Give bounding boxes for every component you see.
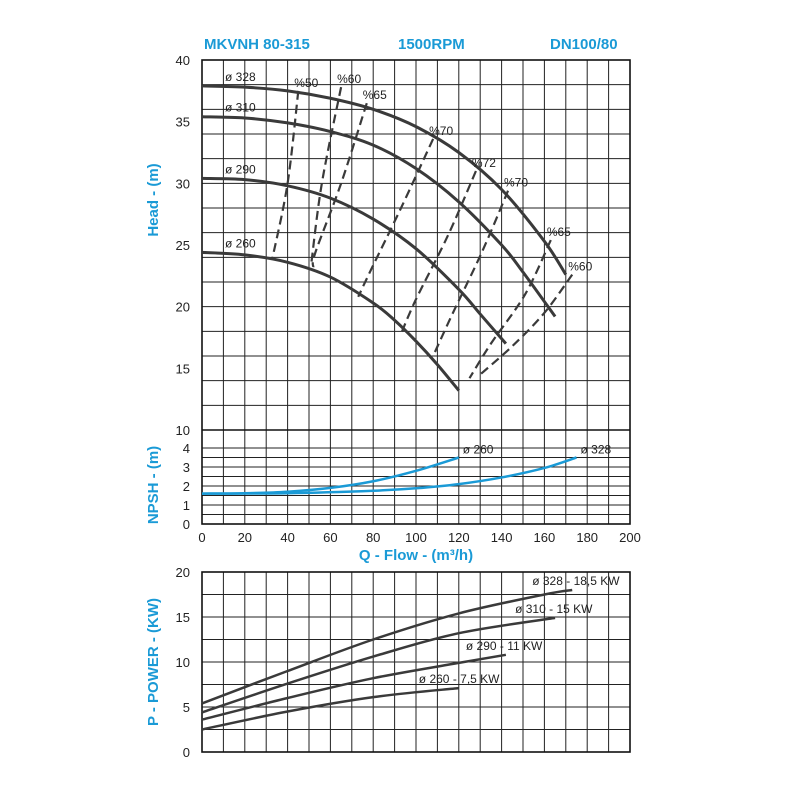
flow-tick-label: 160 (533, 530, 556, 545)
head-curve-1 (202, 117, 555, 317)
dn-title: DN100/80 (550, 36, 618, 53)
flow-tick-label: 200 (619, 530, 641, 545)
head-curve-label: ø 260 (225, 236, 256, 251)
head-tick-label: 15 (175, 361, 190, 377)
flow-tick-label: 100 (405, 530, 427, 545)
power-tick-label: 5 (182, 700, 190, 715)
npsh-tick-label: 3 (182, 460, 190, 475)
efficiency-label: %60 (337, 72, 362, 87)
efficiency-label: %70 (504, 175, 529, 190)
head-tick-label: 25 (175, 238, 190, 253)
efficiency-label: %60 (568, 259, 593, 274)
npsh-tick-label: 0 (182, 517, 190, 532)
power-tick-label: 15 (175, 610, 190, 625)
efficiency-label: %50 (294, 75, 319, 90)
efficiency-line-4 (401, 171, 476, 334)
efficiency-label: %65 (546, 225, 571, 240)
efficiency-label: %70 (429, 123, 454, 138)
npsh-curve-label: ø 328 (580, 442, 612, 457)
efficiency-line-7 (480, 275, 572, 375)
power-tick-label: 10 (175, 655, 190, 670)
power-tick-label: 0 (182, 745, 190, 760)
npsh-tick-label: 2 (182, 479, 190, 494)
power-curve-label: ø 328 - 18,5 KW (532, 574, 620, 588)
flow-tick-label: 80 (365, 530, 381, 545)
power-curve-label: ø 310 - 15 KW (515, 601, 593, 616)
npsh-tick-label: 1 (182, 498, 190, 513)
head-curve-label: ø 310 (225, 100, 256, 115)
efficiency-label: %65 (362, 88, 387, 103)
power-curve-label: ø 260 - 7,5 KW (418, 672, 500, 687)
power-curve-1 (202, 618, 555, 713)
head-tick-label: 20 (175, 299, 190, 315)
flow-tick-label: 180 (576, 530, 599, 545)
model-title: MKVNH 80-315 (204, 36, 310, 53)
npsh-axis-label: NPSH - (m) (145, 445, 162, 525)
head-tick-label: 10 (175, 423, 190, 438)
power-curve-label: ø 290 - 11 KW (465, 638, 543, 653)
flow-tick-label: 140 (490, 530, 513, 545)
efficiency-line-6 (470, 240, 551, 378)
flow-tick-label: 0 (198, 530, 206, 545)
power-tick-label: 20 (175, 565, 190, 580)
head-tick-label: 40 (175, 53, 190, 68)
head-tick-label: 35 (175, 114, 190, 130)
flow-axis-label: Q - Flow - (m³/h) (358, 547, 474, 564)
flow-tick-label: 20 (237, 530, 253, 545)
flow-tick-label: 120 (447, 530, 470, 545)
efficiency-line-1 (311, 87, 341, 265)
flow-tick-label: 60 (323, 530, 338, 545)
head-tick-label: 30 (175, 176, 190, 192)
npsh-curve-label: ø 260 (462, 442, 494, 457)
speed-title: 1500RPM (398, 36, 465, 53)
head-curve-label: ø 290 (225, 162, 256, 177)
head-axis-label: Head - (m) (145, 163, 162, 237)
efficiency-label: %72 (471, 156, 496, 170)
npsh-curve-1 (202, 458, 577, 494)
head-curve-label: ø 328 (225, 69, 256, 84)
power-axis-label: P - POWER - (KW) (145, 597, 162, 727)
npsh-tick-label: 4 (182, 441, 190, 456)
flow-tick-label: 40 (280, 530, 295, 545)
